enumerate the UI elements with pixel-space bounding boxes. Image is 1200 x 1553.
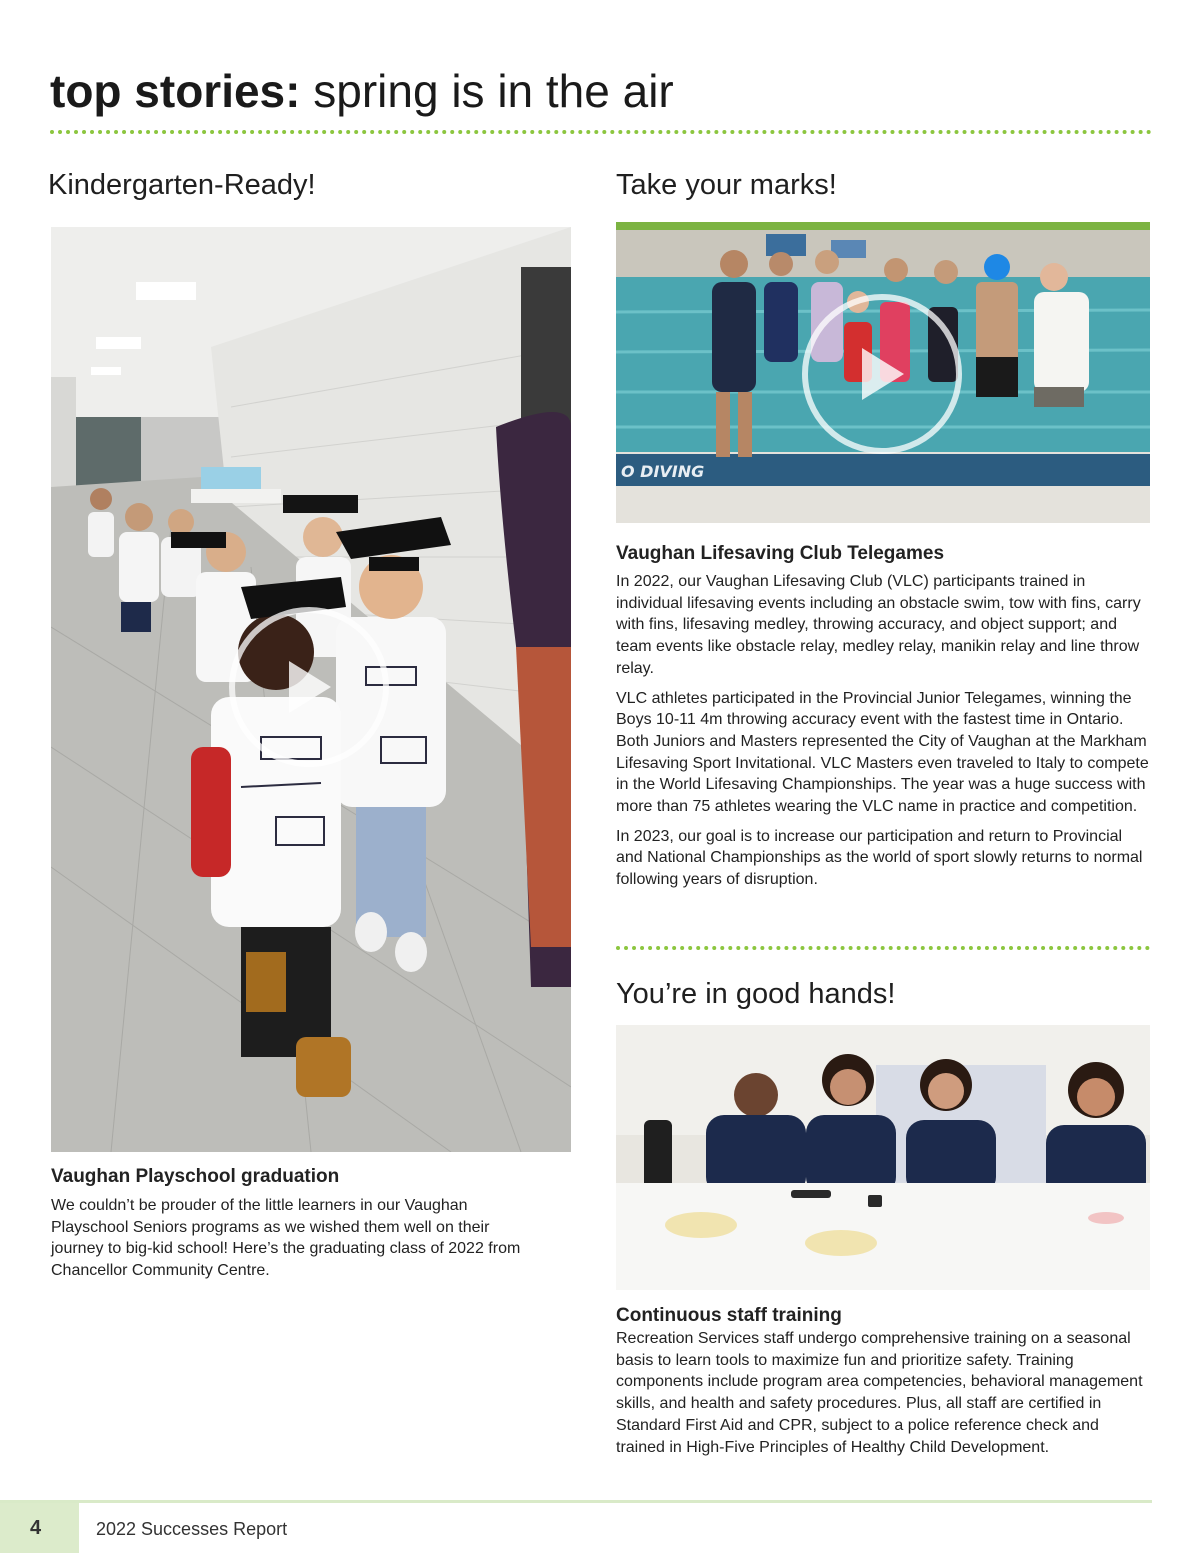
staff-photo-image <box>616 1025 1150 1290</box>
story-body-playschool: We couldn’t be prouder of the little learners in our Vaughan Playschool Seniors programs as we wished them well on their journey to big-kid school! Here’s the graduating class of 2022 from Chancellor Community Centre. <box>51 1197 521 1280</box>
page-title-bold: top stories: <box>50 65 301 117</box>
graduation-play-button[interactable] <box>229 607 389 767</box>
report-title: 2022 Successes Report <box>96 1519 288 1539</box>
page-title-rest: spring is in the air <box>300 65 674 117</box>
section-title-marks: Take your marks! <box>616 169 837 201</box>
section-title-kindergarten: Kindergarten-Ready! <box>48 169 316 201</box>
story-head-staff: Continuous staff training <box>616 1305 842 1326</box>
section-divider <box>616 946 1150 950</box>
lifesaving-video[interactable] <box>616 222 1150 523</box>
lifesaving-paragraph-2: VLC athletes participated in the Provincial Junior Telegames, winning the Boys 10-11 4m throwing accuracy event with the fastest time in Ontario. Both Juniors and Masters represented the City of Vaughan at the Markham Lifesaving Sport Invitational. VLC Masters even traveled to Italy to compete in the World Lifesaving Championships. The year was a huge success with more than 75 athletes wearing the VLC name in practice and competition. <box>616 689 1149 816</box>
story-head-lifesaving: Vaughan Lifesaving Club Telegames <box>616 543 945 564</box>
page-title <box>50 62 674 120</box>
page-number: 4 <box>30 1517 42 1539</box>
staff-photo <box>616 1025 1150 1290</box>
section-title-hands: You’re in good hands! <box>616 978 896 1010</box>
lifesaving-play-button[interactable] <box>802 294 962 454</box>
lifesaving-paragraph-3: In 2023, our goal is to increase our participation and return to Provincial and National Championships as the world of sport slowly returns to normal following years of disruption. <box>616 827 1143 889</box>
lifesaving-paragraph-1: In 2022, our Vaughan Lifesaving Club (VLC) participants trained in individual lifesaving events including an obstacle swim, tow with fins, carry with fins, lifesaving medley, throwing accuracy, and object support; and team events like obstacle relay, medley relay, manikin relay and line throw relay. <box>616 573 1141 677</box>
graduation-video[interactable] <box>51 227 571 1152</box>
play-icon <box>862 348 904 400</box>
story-head-playschool: Vaughan Playschool graduation <box>51 1166 340 1187</box>
story-body-lifesaving <box>616 571 1150 899</box>
pool-sign: O DIVING <box>621 462 705 481</box>
title-divider <box>50 130 1152 134</box>
play-icon <box>289 661 331 713</box>
story-body-staff: Recreation Services staff undergo comprehensive training on a seasonal basis to learn tools to maximize fun and prioritize safety. Training components include program area competencies, behavioral management skills, and health and safety procedures. Plus, all staff are certified in Standard First Aid and CPR, subject to a police reference check and trained in High-Five Principles of Healthy Child Development. <box>616 1330 1143 1456</box>
footer-rule <box>0 1500 1152 1503</box>
